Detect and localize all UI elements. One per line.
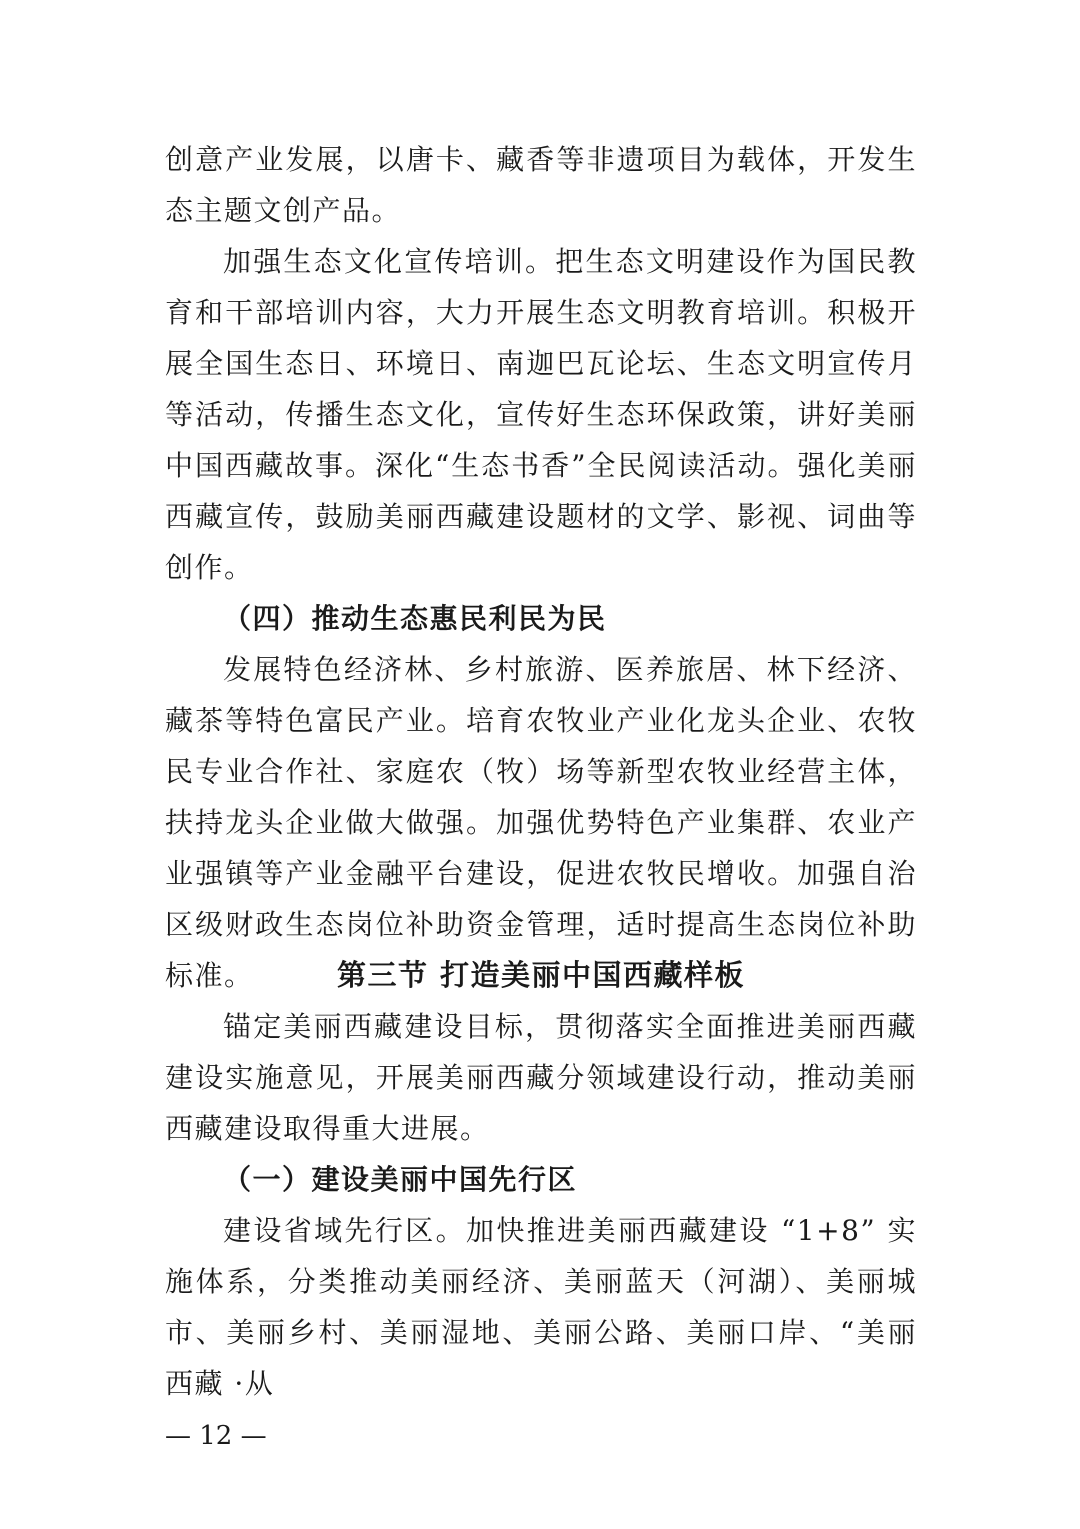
subheading-ecology-benefits: （四）推动生态惠民利民为民: [223, 602, 607, 635]
paragraph-pilot-zone: 建设省域先行区。加快推进美丽西藏建设 “1+8” 实施体系，分类推动美丽经济、美丽蓝天（河湖）、美丽城市、美丽乡村、美丽湿地、美丽公路、美丽口岸、“美丽西藏 ·从: [165, 1214, 917, 1400]
paragraph-ecology-benefits: 发展特色经济林、乡村旅游、医养旅居、林下经济、藏茶等特色富民产业。培育农牧业产业化龙头企业、农牧民专业合作社、家庭农（牧）场等新型农牧业经营主体，扶持龙头企业做大做强。加强优势特色产业集群、农业产业强镇等产业金融平台建设，促进农牧民增收。加强自治区级财政生态岗位补助资金管理，适时提高生态岗位补助标准。: [165, 653, 917, 992]
paragraph-section-intro: 锚定美丽西藏建设目标，贯彻落实全面推进美丽西藏建设实施意见，开展美丽西藏分领域建设行动，推动美丽西藏建设取得重大进展。: [165, 1010, 917, 1145]
body-text-upper: [165, 134, 917, 1001]
paragraph-culture-training: 加强生态文化宣传培训。把生态文明建设作为国民教育和干部培训内容，大力开展生态文明教育培训。积极开展全国生态日、环境日、南迦巴瓦论坛、生态文明宣传月等活动，传播生态文化，宣传好生态环保政策，讲好美丽中国西藏故事。深化“生态书香”全民阅读活动。强化美丽西藏宣传，鼓励美丽西藏建设题材的文学、影视、词曲等创作。: [165, 245, 917, 584]
subheading-pilot-zone: （一）建设美丽中国先行区: [223, 1163, 578, 1196]
paragraph-culture-products: 创意产业发展，以唐卡、藏香等非遗项目为载体，开发生态主题文创产品。: [165, 143, 917, 227]
page-number: — 12 —: [165, 1421, 267, 1451]
body-text-lower: [165, 950, 917, 1409]
section-title: 第三节 打造美丽中国西藏样板: [336, 958, 746, 992]
